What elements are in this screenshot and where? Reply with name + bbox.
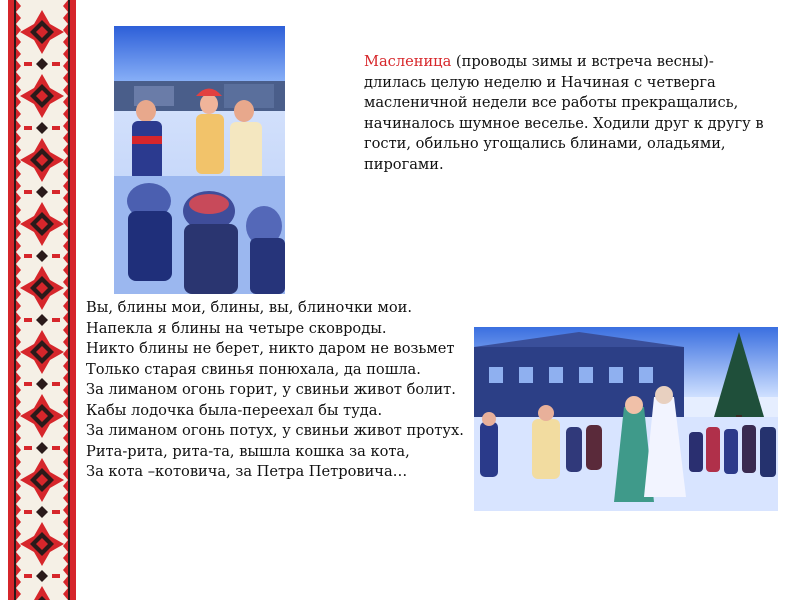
poem-line: За лиманом огонь потух, у свиньи живот протух. xyxy=(86,422,464,439)
poem-line: Кабы лодочка была-переехал бы туда. xyxy=(86,401,383,419)
intro-paragraph xyxy=(364,52,776,175)
poem-line: Напекла я блины на четыре сковроды. xyxy=(86,319,387,337)
maslenitsa-highlight: Масленица xyxy=(364,53,452,70)
poem-line: Вы, блины мои, блины, вы, блиночки мои. xyxy=(86,299,412,316)
ornament-border xyxy=(8,0,76,600)
maslenitsa-crowd-photo xyxy=(474,327,778,511)
poem-line: Рита-рита, рита-та, вышла кошка за кота, xyxy=(86,442,410,460)
poem-block xyxy=(86,298,476,483)
ornament-pattern xyxy=(8,0,76,600)
poem-line: За лиманом огонь горит, у свиньи живот болит. xyxy=(86,381,456,398)
poem-line: Только старая свинья понюхала, да пошла. xyxy=(86,360,421,378)
intro-text: (проводы зимы и встреча весны)- длилась целую неделю и Начиная с четверга масленичной недели все работы прекращались, начиналось шумное веселье. Ходили друг к другу в гости, обильно угощались блинами, оладьями, пирогами. xyxy=(364,53,764,173)
children-costumes-photo xyxy=(114,26,285,294)
poem-line: За кота –котовича, за Петра Петровича… xyxy=(86,463,408,480)
poem-line: Никто блины не берет, никто даром не возьмет xyxy=(86,340,455,357)
